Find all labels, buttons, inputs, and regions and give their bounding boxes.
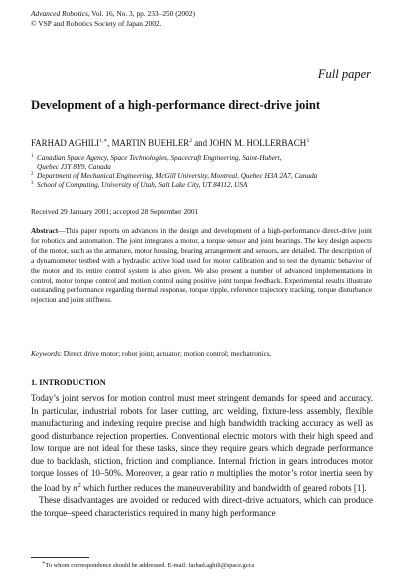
math-var: n [73, 482, 78, 493]
affiliation [31, 172, 376, 181]
text-run: multiplies the motor’s rotor inertia seen by the load by [31, 468, 374, 493]
journal-citation [31, 9, 331, 19]
affiliation [31, 163, 376, 172]
received-dates: Received 29 January 2001; accepted 28 September 2001 [31, 207, 199, 216]
math-exponent: 2 [77, 482, 81, 489]
affiliation-number: 3 [31, 181, 34, 187]
affiliation-text: Quebec J3Y 8Y9, Canada [37, 163, 111, 172]
abstract [31, 226, 372, 305]
affiliation-number: 1 [31, 154, 34, 159]
affiliation-text: School of Computing, University of Utah, Salt Lake City, UT 84112, USA [37, 181, 248, 190]
paper-title: Development of a high-performance direct-drive joint [31, 98, 321, 112]
math-var: n [209, 468, 215, 478]
footnote-text: To whom correspondence should be addressed. E-mail: farhad.aghili@space.gcca [45, 562, 255, 570]
journal-volume: , Vol. 16, No. 3, pp. 233–250 (2002) [87, 9, 195, 18]
keywords-label: Keywords [31, 349, 60, 358]
text-run: Today’s joint servos for motion control must meet stringent demands for speed and accuracy. In particular, industrial robots for laser cutting, arc welding, fixture-less assembly, flexible manufacturing and indexing require precise and high bandwidth tracking accuracy as well as good disturbance rejection properties. Conventional electric motors with their high speed and low torque are not ideal for these tasks, since they require gears which degrade performance due to backlash, stiction, friction and compliance. Internal friction in gears introduces motor torque losses of 10–50%. Moreover, a gear ratio [31, 393, 373, 478]
journal-header [31, 9, 331, 28]
author-list [31, 138, 309, 148]
affiliation [31, 154, 376, 163]
paragraph [31, 392, 373, 494]
affiliation-text: Department of Mechanical Engineering, McGill University, Montreal, Quebec H3A 2A7, Canada [37, 172, 318, 181]
affiliations [31, 154, 376, 190]
paragraph: These disadvantages are avoided or reduced with direct-drive actuators, which can produce the torque–speed characteristics required in many high performance [31, 495, 373, 518]
affiliation [31, 181, 376, 190]
author-name: FARHAD AGHILI [31, 138, 100, 148]
author-sup: 1,∗ [99, 138, 108, 144]
body-text [31, 392, 373, 519]
footnote-mark: ∗ [42, 561, 46, 566]
section-heading: 1. INTRODUCTION [31, 378, 106, 387]
author-name: , MARTIN BUEHLER [107, 138, 190, 148]
author-sup: 2 [189, 138, 192, 144]
footnote-rule [31, 557, 89, 558]
affiliation-text: Canadian Space Agency, Space Technologies, Spacecraft Engineering, Saint-Hubert, [37, 154, 282, 162]
abstract-label: Abstract [31, 226, 59, 235]
paper-type: Full paper [317, 67, 371, 81]
affiliation-number: 2 [31, 172, 34, 178]
keywords [31, 349, 372, 358]
keywords-text: : Direct drive motor; robot joint; actuator; motion control; mechatronics. [59, 349, 272, 358]
text-run: which further reduces the maneuverability and bandwidth of geared robots [1]. [80, 482, 367, 493]
author-name: and JOHN M. HOLLERBACH [191, 138, 307, 148]
footnote [42, 560, 254, 569]
author-sup: 3 [306, 138, 309, 144]
abstract-text: —This paper reports on advances in the design and development of a high-performance direct-drive joint for robotics and automation. The joint integrates a motor, a torque sensor and joint bearings. The key design aspects of the motor, such as the armature, motor housing, bearing arrangement and sensors, are detailed. The description of a dynamometer testbed with a hydraulic active load used for motor calibration and to test the dynamic behavior of the motor and its entire control system is also given. We also present a number of advanced implementations in control, motor torque control and motion control using positive joint torque feedback. Experimental results illustrate outstanding performance regarding thermal response, torque ripple, reference trajectory tracking, torque disturbance rejection and joint stiffness. [31, 226, 372, 305]
copyright-line: © VSP and Robotics Society of Japan 2002. [31, 18, 162, 28]
journal-name: Advanced Robotics [31, 9, 88, 18]
